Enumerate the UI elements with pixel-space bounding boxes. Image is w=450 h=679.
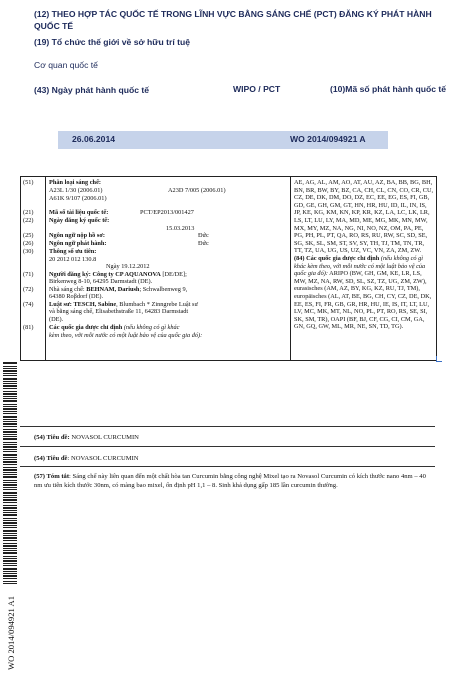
barcode-stripe	[3, 411, 17, 412]
field-code-22: (22)	[23, 217, 34, 224]
barcode-stripe	[3, 366, 17, 367]
priority-number: 20 2012 012 130.8	[49, 256, 97, 263]
barcode-stripe	[3, 535, 17, 536]
barcode-stripe	[3, 469, 17, 471]
designated-states-label: Các quốc gia được chỉ định	[49, 324, 123, 331]
barcode-stripe	[3, 381, 17, 382]
barcode-stripe	[3, 434, 17, 435]
regional-states-note: (nếu không có gì khác kèm theo, với mỗi nước có một luật bảo vệ của quốc gia đó):	[294, 254, 426, 278]
barcode-stripe	[3, 373, 17, 374]
barcode-stripe	[3, 438, 17, 440]
office-name: Cơ quan quốc tế	[34, 60, 98, 70]
barcode-stripe	[3, 385, 17, 387]
barcode-stripe	[3, 568, 17, 570]
barcode-stripe	[3, 522, 17, 524]
inventor-name: BEHNAM, Dariush	[86, 286, 140, 293]
barcode-stripe	[3, 507, 17, 509]
barcode-stripe	[3, 552, 17, 554]
section-divider-3	[20, 466, 435, 467]
barcode-stripe	[3, 362, 17, 364]
barcode-stripe	[3, 431, 17, 433]
barcode-stripe	[3, 480, 17, 481]
applicant-name: Công ty CP AQUANOVA	[92, 271, 161, 278]
filing-language-label: Ngôn ngữ nộp hồ sơ:	[49, 232, 105, 239]
field-code-72: (72)	[23, 286, 34, 293]
barcode-stripe	[3, 571, 17, 572]
agent-label: Luật sư:	[49, 301, 72, 308]
barcode-stripe	[3, 530, 17, 532]
field-code-21: (21)	[23, 209, 34, 216]
barcode-stripe	[3, 525, 17, 526]
barcode-stripe	[3, 404, 17, 405]
barcode-stripe	[3, 449, 17, 450]
barcode-stripe	[3, 444, 17, 445]
barcode-stripe	[3, 563, 17, 564]
barcode-stripe	[3, 484, 17, 486]
publication-language-label: Ngôn ngữ phát hành:	[49, 240, 107, 247]
barcode-stripe	[3, 398, 17, 399]
barcode-stripe	[3, 464, 17, 465]
barcode-stripe	[3, 370, 17, 372]
barcode-stripe	[3, 505, 17, 506]
priority-date: Ngày 19.12.2012	[106, 263, 150, 270]
designated-states-note-2: kèm theo, với mỗi nước có một luật bảo vệ của quốc gia đó):	[49, 332, 203, 339]
barcode-stripe	[3, 499, 17, 501]
barcode-stripe	[3, 446, 17, 448]
barcode-stripe	[3, 510, 17, 511]
barcode-stripe	[3, 368, 17, 369]
barcode-stripe	[3, 421, 17, 422]
regional-countries-list: ARIPO (BW, GH, GM, KE, LR, LS, MW, MZ, NA, RW, SD, SL, SZ, TZ, UG, ZM, ZW), eurasisches (AM, AZ, BY, KG, KZ, RU, TJ, TM), europäisches (AL, AT, BE, BG, CH, CY, CZ, DE, DK, EE, ES, FI, FR, GB, GR, HR, HU, IE, IS, IT, LT, LU, LV, MC, MK, MT, NL, NO, PL, PT, RO, RS, SE, SI, SK, SM, TR), OAPI (BF, BJ, CF, CG, CI, CM, GA, GN, GQ, GW, ML, MR, NE, SN, TD, TG).	[294, 270, 432, 331]
barcode-stripe	[3, 375, 17, 376]
agent-name: TESCH, Sabine	[73, 301, 117, 308]
filing-date-label: Ngày đăng ký quốc tế:	[49, 217, 110, 224]
barcode-stripe	[3, 502, 17, 503]
title-text-2: : NOVASOL CURCUMIN	[67, 455, 139, 462]
publication-number: WO 2014/094921 A	[290, 134, 366, 144]
national-countries-list: AE, AG, AL, AM, AO, AT, AU, AZ, BA, BB, BG, BH, BN, BR, BW, BY, BZ, CA, CH, CL, CN, CO, CR, CU, CZ, DE, DK, DM, DO, DZ, EC, EE, EG, ES, FI, GB, GD, GE, GH, GM, GT, HN, HR, HU, ID, IL, IN, IS, JP, KE, KG, KM, KN, KP, KR, KZ, LA, LC, LK, LR, LS, LT, LU, LY, MA, MD, ME, MG, MK, MN, MW, MX, MY, MZ, NA, NG, NI, NO, NZ, OM, PA, PE, PG, PH, PL, PT, QA, RO, RS, RU, RW, SC, SD, SE, SG, SK, SL, SM, ST, SV, SY, TH, TJ, TM, TN, TR, TT, TZ, UA, UG, US, UZ, VC, VN, ZA, ZM, ZW.	[294, 179, 434, 255]
agent-address-1: , Blumbach * Zinngrebe Luật sư	[116, 301, 198, 308]
barcode-stripe	[3, 413, 17, 414]
field-code-74: (74)	[23, 301, 34, 308]
field-code-25: (25)	[23, 232, 34, 239]
vertical-publication-number: WO 2014/094921 A1	[6, 596, 16, 670]
barcode-stripe	[3, 391, 17, 392]
barcode-stripe	[3, 548, 17, 549]
barcode-stripe	[3, 520, 17, 521]
section-divider-2	[20, 446, 435, 447]
barcode-stripe	[3, 436, 17, 437]
applicant-address: Birkenweg 8-10, 64295 Darmstadt (DE).	[49, 278, 153, 285]
ipc-label: Phân loại sáng chế:	[49, 179, 101, 186]
ipc-code-2: A23D 7/005 (2006.01)	[168, 187, 226, 194]
barcode-stripe	[3, 454, 17, 456]
barcode-stripe	[3, 512, 17, 513]
regional-code-84: (84)	[294, 254, 305, 262]
title-label-2: (54) Tiêu đề	[34, 455, 68, 462]
agent-address-2: và bằng sáng chế, Elisabethstraße 11, 64283 Darmstadt	[49, 308, 189, 315]
agent-address-3: (DE).	[49, 316, 64, 323]
designated-countries-block	[294, 179, 434, 331]
publication-date-label: (43) Ngày phát hành quốc tế	[34, 85, 150, 95]
barcode-stripe	[3, 537, 17, 539]
barcode-stripe	[3, 543, 17, 544]
publication-language: Đức	[198, 240, 209, 247]
barcode-stripe	[3, 472, 17, 473]
section-divider-1	[20, 426, 435, 427]
barcode-stripe	[3, 388, 17, 389]
barcode-stripe	[3, 393, 17, 395]
barcode-stripe	[3, 565, 17, 566]
barcode-stripe	[3, 489, 17, 490]
title-text-1: NOVASOL CURCUMIN	[71, 434, 139, 441]
barcode-stripe	[3, 558, 17, 559]
field-code-column	[21, 177, 46, 360]
filing-language: Đức	[198, 232, 209, 239]
barcode-stripe	[3, 459, 17, 460]
wipo-pct-label: WIPO / PCT	[233, 84, 281, 94]
ipc-code-3: A61K 9/107 (2006.01)	[49, 195, 107, 202]
filing-date: 15.03.2013	[166, 225, 195, 232]
application-number-label: Mã số tài liệu quốc tế:	[49, 209, 109, 216]
barcode-stripe	[3, 383, 17, 384]
field-code-51: (51)	[23, 179, 34, 186]
abstract-section	[34, 472, 430, 490]
barcode-stripe	[3, 416, 17, 418]
barcode-stripe	[3, 482, 17, 483]
barcode-stripe	[3, 518, 17, 519]
designated-states-line	[49, 324, 179, 332]
organization-heading: (19) Tổ chức thế giới về sở hữu trí tuệ	[34, 37, 190, 47]
applicant-label: Người đăng ký:	[49, 271, 91, 278]
barcode-stripe	[3, 467, 17, 468]
barcode-stripe	[3, 476, 17, 478]
inventor-address-1: ; Schwalbenweg 9,	[139, 286, 188, 293]
abstract-label: (57) Tóm tắt	[34, 473, 70, 480]
inventor-address-2: 64380 Roβdorf (DE).	[49, 293, 104, 300]
corner-marker	[436, 356, 442, 362]
barcode-stripe	[3, 442, 17, 443]
regional-states-label: Các quốc gia được chỉ định	[306, 254, 380, 262]
title-label-1: (54) Tiêu đề:	[34, 434, 70, 441]
bibliographic-table	[20, 176, 437, 361]
barcode-stripe	[3, 396, 17, 397]
designated-states-note-1: (nếu không có gì khác	[123, 324, 180, 331]
field-code-30: (30)	[23, 248, 34, 255]
bibliographic-details-column	[46, 177, 291, 360]
field-code-26: (26)	[23, 240, 34, 247]
publication-date: 26.06.2014	[72, 134, 116, 144]
barcode-stripe	[3, 423, 17, 425]
barcode-stripe	[3, 527, 17, 528]
barcode-stripe	[3, 451, 17, 452]
barcode-stripe	[3, 545, 17, 547]
barcode-stripe	[3, 406, 17, 407]
barcode-stripe	[3, 461, 17, 463]
barcode	[3, 362, 17, 584]
barcode-stripe	[3, 474, 17, 475]
priority-label: Thông số ưu tiên:	[49, 248, 97, 255]
barcode-stripe	[3, 540, 17, 541]
designated-countries-column	[291, 177, 436, 360]
publication-number-label: (10)Mã số phát hành quốc tế	[330, 84, 447, 94]
barcode-stripe	[3, 378, 17, 380]
barcode-stripe	[3, 429, 17, 430]
barcode-stripe	[3, 556, 17, 557]
barcode-stripe	[3, 408, 17, 410]
applicant-country: [DE/DE];	[162, 271, 187, 278]
barcode-stripe	[3, 560, 17, 562]
barcode-stripe	[3, 514, 17, 516]
barcode-stripe	[3, 400, 17, 402]
abstract-text: : Sáng chế này liên quan đến một chất hòa tan Curcumin bằng công nghệ Mixel tạo ra Novasol Curcumin có kích thước nano 4nm – 40 nm ưu tiên kích thước 30nm, có màng bao mixel, ổn định pH 1,1 – 8. Sinh khả dụng gấp 185 lần curcumin thường.	[34, 473, 426, 490]
barcode-stripe	[3, 492, 17, 494]
document-type-heading: (12) THEO HỢP TÁC QUỐC TẾ TRONG LĨNH VỰC BẰNG SÁNG CHẾ (PCT) ĐĂNG KÝ PHÁT HÀNH QUỐC TẾ	[34, 9, 432, 31]
barcode-stripe	[3, 573, 17, 574]
barcode-stripe	[3, 419, 17, 420]
barcode-stripe	[3, 487, 17, 488]
inventor-label: Nhà sáng chế:	[49, 286, 85, 293]
barcode-stripe	[3, 578, 17, 579]
ipc-code-1: A23L 1/30 (2006.01)	[49, 187, 103, 194]
barcode-stripe	[3, 550, 17, 551]
title-section-1	[34, 433, 139, 442]
field-code-71: (71)	[23, 271, 34, 278]
title-section-2	[34, 454, 139, 463]
application-number: PCT/EP2013/001427	[140, 209, 194, 216]
barcode-stripe	[3, 426, 17, 427]
barcode-stripe	[3, 497, 17, 498]
barcode-stripe	[3, 575, 17, 577]
field-code-81: (81)	[23, 324, 34, 331]
barcode-stripe	[3, 495, 17, 496]
barcode-stripe	[3, 457, 17, 458]
barcode-stripe	[3, 533, 17, 534]
